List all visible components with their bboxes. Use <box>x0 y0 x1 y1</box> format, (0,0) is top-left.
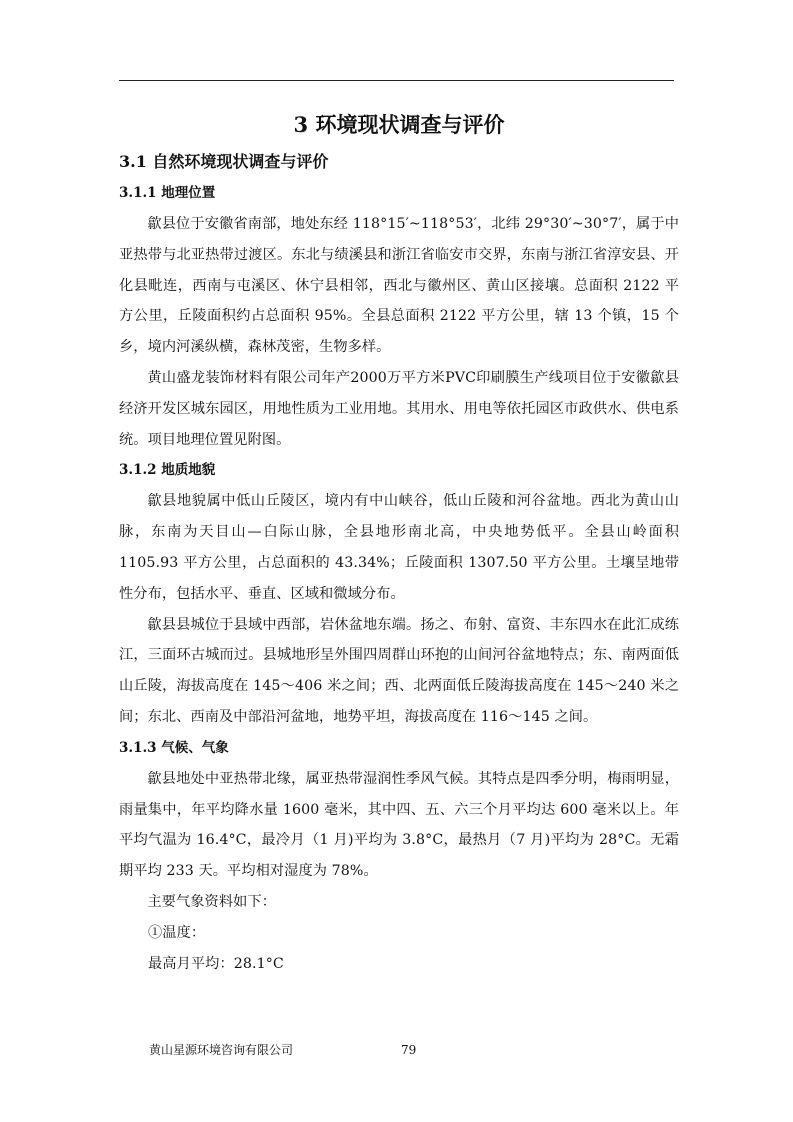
paragraph-climate: 歙县地处中亚热带北缘，属亚热带湿润性季风气候。其特点是四季分明，梅雨明显，雨量集中，年平均降水量 1600 毫米，其中四、五、六三个月平均达 600 毫米以上。年平均气温为 16.4°C，最冷月（1 月)平均为 3.8°C，最热月（7 月)平均为 28°C。无霜期平均 233 天。平均相对湿度为 78%。 <box>119 770 679 880</box>
paragraph-project-location: 黄山盛龙装饰材料有限公司年产2000万平方米PVC印刷膜生产线项目位于安徽歙县经济开发区城东园区，用地性质为工业用地。其用水、用电等依托园区市政供水、供电系统。项目地理位置见附图。 <box>119 369 679 448</box>
list-item-max-monthly-avg: 最高月平均：28.1°C <box>148 955 284 972</box>
page-footer <box>0 1040 793 1060</box>
chapter-title: 3 环境现状调查与评价 <box>293 112 505 137</box>
paragraph-meteo-intro: 主要气象资料如下： <box>147 893 276 910</box>
subsection-title-climate: 3.1.3 气候、气象 <box>119 739 229 756</box>
paragraph-location: 歙县位于安徽省南部，地处东经 118°15′~118°53′，北纬 29°30′~30°7′，属于中亚热带与北亚热带过渡区。东北与绩溪县和浙江省临安市交界，东南与浙江省淳安县、开化县毗连，西南与屯溪区、休宁县相邻，西北与徽州区、黄山区接壤。总面积 2122 平方公里，丘陵面积约占总面积 95%。全县总面积 2122 平方公里，辖 13 个镇，15 个乡，境内河溪纵横，森林茂密，生物多样。 <box>119 216 679 356</box>
footer-company: 黄山星源环境咨询有限公司 <box>149 1043 294 1057</box>
document-body <box>119 104 679 979</box>
list-item-temperature: ①温度： <box>148 924 206 941</box>
paragraph-county-terrain: 歙县县城位于县域中西部，岩休盆地东端。扬之、布射、富资、丰东四水在此汇成练江，三面环古城而过。县城地形呈外围四周群山环抱的山间河谷盆地特点；东、南两面低山丘陵，海拔高度在 145～406 米之间；西、北两面低丘陵海拔高度在 145～240 米之间；东北、西南及中部沿河盆地，地势平坦，海拔高度在 116～145 之间。 <box>119 616 679 725</box>
subsection-title-geology: 3.1.2 地质地貌 <box>119 462 216 479</box>
page-number: 79 <box>401 1043 417 1057</box>
subsection-title-location: 3.1.1 地理位置 <box>119 185 216 201</box>
paragraph-geology: 歙县地貌属中低山丘陵区，境内有中山峡谷，低山丘陵和河谷盆地。西北为黄山山脉，东南为天目山—白际山脉，全县地形南北高，中央地势低平。全县山岭面积 1105.93 平方公里，占总面积的 43.34%；丘陵面积 1307.50 平方公里。土壤呈地带性分布，包括水平、垂直、区域和微域分布。 <box>119 493 679 602</box>
header-rule <box>119 80 674 81</box>
section-title: 3.1 自然环境现状调查与评价 <box>119 152 329 171</box>
